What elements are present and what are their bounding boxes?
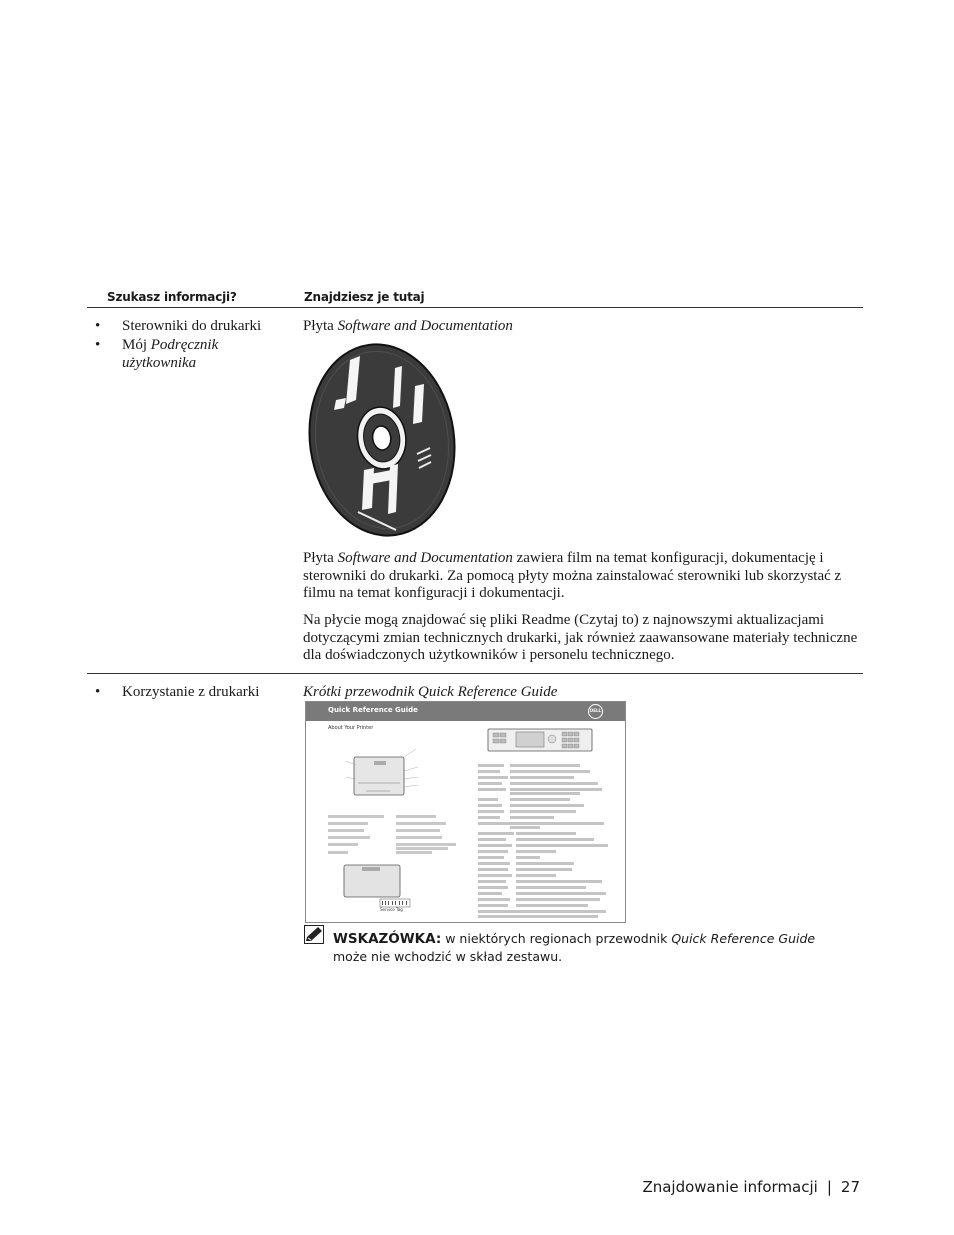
column-header-looking-for: Szukasz informacji? — [107, 290, 237, 304]
guide-page-drawing — [306, 721, 625, 921]
cd-description-paragraph: Płyta Software and Documentation zawiera film na temat konfiguracji, dokumentację i sterowniki do drukarki. Za pomocą płyty można zainstalować sterowniki lub skorzystać z filmu na temat konfiguracji i dokumentacji. — [303, 550, 842, 601]
page-number: 27 — [840, 1178, 860, 1196]
footer-section-title: Znajdowanie informacji — [642, 1178, 818, 1196]
guide-title: Quick Reference Guide — [328, 706, 418, 714]
note-pencil-icon — [304, 925, 324, 944]
row-separator-rule — [87, 673, 863, 674]
page-footer: Znajdowanie informacji | 27 — [642, 1178, 860, 1196]
service-tag-label: Service Tag — [380, 907, 403, 912]
quick-reference-caption: Krótki przewodnik Quick Reference Guide — [303, 684, 558, 700]
guide-title-bar — [306, 702, 625, 721]
guide-section-title: About Your Printer — [328, 725, 374, 731]
software-documentation-cd-illustration — [300, 342, 462, 542]
cd-caption: Płyta Software and Documentation — [303, 318, 513, 334]
column-header-find-it-here: Znajdziesz je tutaj — [304, 290, 425, 304]
quick-reference-guide-illustration — [305, 701, 626, 923]
note-text: WSKAZÓWKA: w niektórych regionach przewodnik Quick Reference Guide może nie wchodzić w skład zestawu. — [333, 931, 816, 964]
header-rule — [87, 307, 863, 308]
dell-logo: DELL — [588, 704, 603, 719]
readme-paragraph: Na płycie mogą znajdować się pliki Readme (Czytaj to) z najnowszymi aktualizacjami dotyczącymi zmian technicznych drukarki, jak również zaawansowane materiały techniczne dla doświadczonych użytkowników i personelu technicznego. — [303, 612, 858, 663]
